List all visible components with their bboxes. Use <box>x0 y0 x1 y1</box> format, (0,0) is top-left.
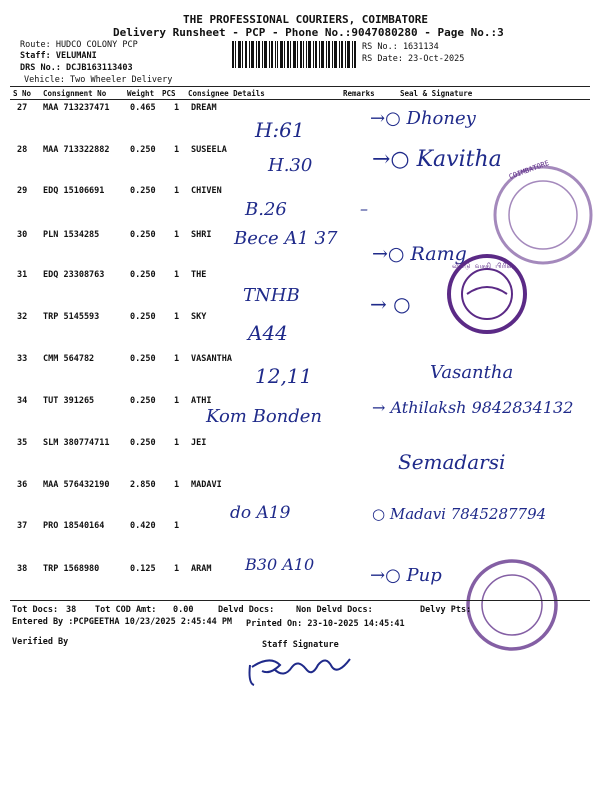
sno: 27 <box>17 103 28 113</box>
consignee-name: ARAM <box>191 564 212 574</box>
handwriting-note: do A19 <box>230 503 291 523</box>
col-weight: Weight <box>127 89 155 98</box>
tot-cod-label: Tot COD Amt: <box>95 605 157 615</box>
handwriting-signature: Semadarsi <box>398 450 506 474</box>
pcs: 1 <box>174 145 180 155</box>
sno: 30 <box>17 230 28 240</box>
pcs: 1 <box>174 396 180 406</box>
consignee-name: SKY <box>191 312 207 322</box>
sno: 31 <box>17 270 28 280</box>
delvd-docs: Delvd Docs: <box>218 605 275 615</box>
pcs: 1 <box>174 270 180 280</box>
pcs: 1 <box>174 103 180 113</box>
stamp-text: COIMBATORE <box>507 159 551 181</box>
sno: 32 <box>17 312 28 322</box>
consignment-no: TUT 391265 <box>43 396 95 406</box>
staff-signature-label: Staff Signature <box>262 640 339 650</box>
handwriting-signature: →○ Pup <box>370 565 442 586</box>
weight: 0.250 <box>130 312 156 322</box>
entered-by: Entered By :PCPGEETHA 10/23/2025 2:45:44 PM <box>12 617 233 627</box>
consignee-name: ATHI <box>191 396 212 406</box>
handwriting-signature: → Athilaksh 9842834132 <box>372 398 574 417</box>
pcs: 1 <box>174 480 180 490</box>
weight: 0.420 <box>130 521 156 531</box>
weight: 0.250 <box>130 270 156 280</box>
handwriting-signature: Vasantha <box>430 362 514 383</box>
handwriting-signature: →○ Kavitha <box>372 147 502 172</box>
rs-date: RS Date: 23-Oct-2025 <box>362 54 465 64</box>
consignment-no: MAA 576432190 <box>43 480 110 490</box>
stamp-text: வீட்டு வசதி பிரிவு <box>452 262 514 270</box>
consignee-name: SHRI <box>191 230 212 240</box>
consignee-name: CHIVEN <box>191 186 222 196</box>
col-pcs: PCS <box>162 89 176 98</box>
handwriting-note: H.30 <box>268 155 313 176</box>
pcs: 1 <box>174 186 180 196</box>
weight: 2.850 <box>130 480 156 490</box>
consignee-name: JEI <box>191 438 207 448</box>
sno: 29 <box>17 186 28 196</box>
consignment-no: TRP 5145593 <box>43 312 100 322</box>
consignee-name: VASANTHA <box>191 354 232 364</box>
header-top-rule <box>10 86 590 87</box>
weight: 0.250 <box>130 230 156 240</box>
handwriting-signature: ○ Madavi 7845287794 <box>372 505 547 523</box>
weight: 0.250 <box>130 438 156 448</box>
handwriting-note: B30 A10 <box>245 555 315 574</box>
consignee-name: THE <box>191 270 207 280</box>
consignment-no: MAA 713322882 <box>43 145 110 155</box>
runsheet-subtitle: Delivery Runsheet - PCP - Phone No.:9047080280 - Page No.:3 <box>113 26 504 39</box>
weight: 0.125 <box>130 564 156 574</box>
col-sno: S No <box>13 89 32 98</box>
vehicle-label: Vehicle: Two Wheeler Delivery <box>24 75 173 85</box>
handwriting-signature: – <box>360 199 368 218</box>
tot-docs-label: Tot Docs: <box>12 605 59 615</box>
consignment-no: EDQ 15106691 <box>43 186 105 196</box>
consignee-name: SUSEELA <box>191 145 227 155</box>
sno: 36 <box>17 480 28 490</box>
consignment-no: PRO 18540164 <box>43 521 105 531</box>
weight: 0.250 <box>130 145 156 155</box>
consignee-name: DREAM <box>191 103 217 113</box>
route-label: Route: HUDCO COLONY PCP <box>20 40 138 50</box>
pcs: 1 <box>174 521 180 531</box>
company-title: THE PROFESSIONAL COURIERS, COIMBATORE <box>183 13 429 26</box>
handwriting-note: A44 <box>248 321 288 345</box>
handwriting-note: B.26 <box>245 199 287 220</box>
sno: 33 <box>17 354 28 364</box>
col-consignment: Consignment No <box>43 89 107 98</box>
handwriting-signature: → ○ <box>370 292 411 316</box>
consignment-no: MAA 713237471 <box>43 103 110 113</box>
handwriting-note: Kom Bonden <box>206 406 323 427</box>
col-remarks: Remarks <box>343 89 375 98</box>
non-delvd-docs: Non Delvd Docs: <box>296 605 373 615</box>
drs-label: DRS No.: DCJB163113403 <box>20 63 133 73</box>
tot-cod-value: 0.00 <box>173 605 194 615</box>
staff-signature-scribble <box>240 645 360 690</box>
pcs: 1 <box>174 438 180 448</box>
col-seal: Seal & Signature <box>400 89 473 98</box>
consignment-no: CMM 564782 <box>43 354 95 364</box>
weight: 0.250 <box>130 354 156 364</box>
sno: 34 <box>17 396 28 406</box>
consignee-name: MADAVI <box>191 480 222 490</box>
pcs: 1 <box>174 354 180 364</box>
handwriting-signature: →○ Ramg <box>372 243 467 265</box>
consignment-no: PLN 1534285 <box>43 230 100 240</box>
footer-rule <box>10 600 590 601</box>
consignment-no: EDQ 23308763 <box>43 270 105 280</box>
handwriting-note: TNHB <box>243 285 300 306</box>
handwriting-note: Bece A1 37 <box>234 228 338 249</box>
consignment-no: TRP 1568980 <box>43 564 100 574</box>
handwriting-note: H:61 <box>255 118 305 142</box>
header-bottom-rule <box>10 99 590 100</box>
handwriting-note: 12,11 <box>255 364 313 388</box>
pcs: 1 <box>174 230 180 240</box>
pcs: 1 <box>174 564 180 574</box>
barcode <box>232 41 356 68</box>
sno: 28 <box>17 145 28 155</box>
delvy-pts: Delvy Pts: <box>420 605 472 615</box>
staff-label: Staff: VELUMANI <box>20 51 97 61</box>
tot-docs-value: 38 <box>66 605 77 615</box>
sno: 38 <box>17 564 28 574</box>
seal-stamp-bottom <box>462 555 562 655</box>
col-consignee: Consignee Details <box>188 89 265 98</box>
sno: 35 <box>17 438 28 448</box>
pcs: 1 <box>174 312 180 322</box>
weight: 0.465 <box>130 103 156 113</box>
consignment-no: SLM 380774711 <box>43 438 110 448</box>
weight: 0.250 <box>130 186 156 196</box>
rs-number: RS No.: 1631134 <box>362 42 439 52</box>
weight: 0.250 <box>130 396 156 406</box>
printed-on: Printed On: 23-10-2025 14:45:41 <box>246 619 405 629</box>
sno: 37 <box>17 521 28 531</box>
handwriting-signature: →○ Dhoney <box>370 108 476 129</box>
verified-by: Verified By <box>12 637 69 647</box>
